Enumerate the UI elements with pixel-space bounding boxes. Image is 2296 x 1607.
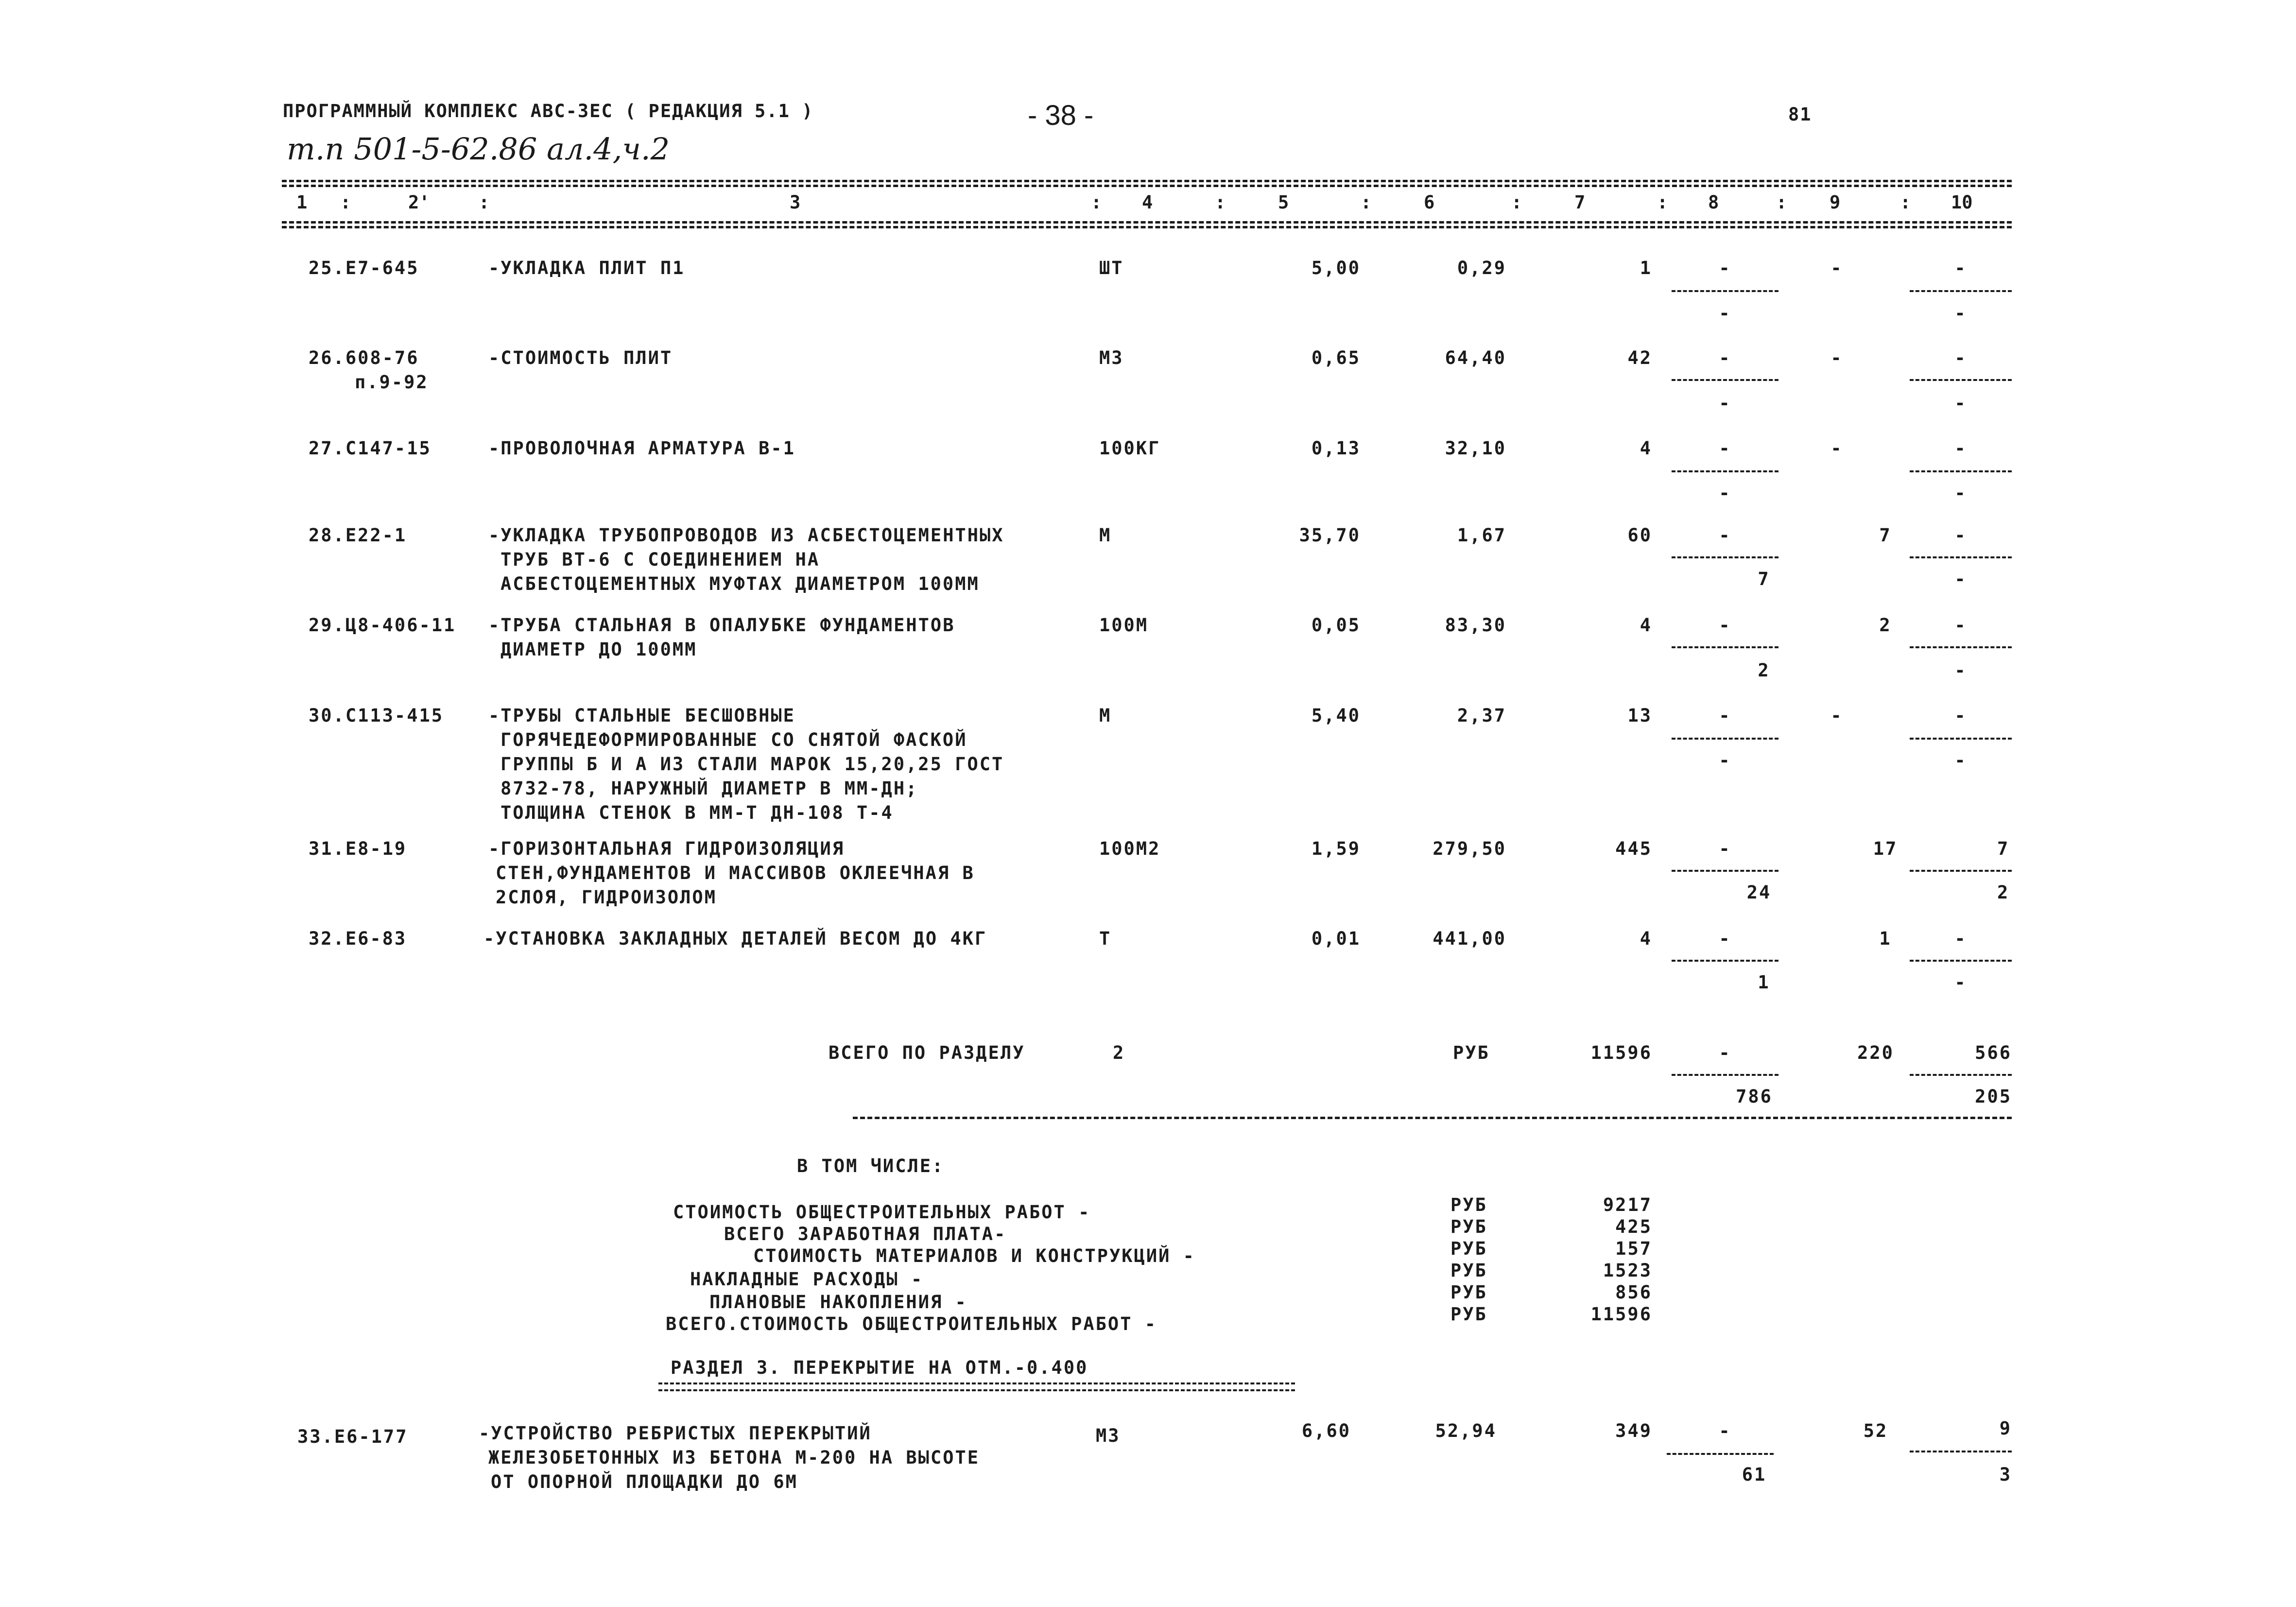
section-total-value: 11596 (1590, 1042, 1652, 1063)
col8-bottom: 786 (1736, 1086, 1773, 1107)
col10-fraction-line (1910, 738, 2012, 740)
program-title: ПРОГРАММНЫЙ КОМПЛЕКС АВС-3ЕС ( РЕДАКЦИЯ 5.1 ) (283, 101, 814, 121)
col8-bottom: - (1719, 303, 1731, 324)
row-description-line-2: СТЕН,ФУНДАМЕНТОВ И МАССИВОВ ОКЛЕЕЧНАЯ В (496, 863, 975, 883)
col10-fraction-line (1910, 290, 2012, 292)
row-unit: М3 (1099, 347, 1124, 368)
row-quantity: 5,00 (1311, 258, 1361, 278)
row-total: 4 (1640, 438, 1652, 459)
row-unit: 100М2 (1099, 838, 1161, 859)
col-1: 1 (296, 192, 308, 213)
col8-fraction-line (1672, 646, 1778, 648)
row-description-line-2: ТРУБ ВТ-6 С СОЕДИНЕНИЕМ НА (501, 549, 820, 570)
row-total: 1 (1640, 258, 1652, 278)
col8-bottom: 1 (1758, 972, 1770, 993)
row-number: 29.Ц8-406-11 (309, 615, 456, 636)
col10-top: 566 (1975, 1042, 2012, 1063)
col10-bottom: - (1954, 303, 1967, 324)
row-number: 33.Е6-177 (297, 1426, 408, 1447)
col8-top: - (1719, 928, 1731, 949)
col10-top: - (1954, 438, 1967, 459)
col-sep: : (1511, 192, 1522, 213)
col-4: 4 (1142, 192, 1153, 213)
col8-fraction-line (1667, 1453, 1774, 1455)
col10-bottom: - (1954, 750, 1967, 771)
row-total: 13 (1627, 705, 1652, 726)
col8-top: - (1719, 347, 1731, 368)
col8-fraction-line (1672, 1074, 1778, 1076)
col8-fraction-line (1672, 870, 1778, 872)
col8-bottom: 61 (1742, 1464, 1767, 1485)
col-5: 5 (1278, 192, 1289, 213)
row-quantity: 0,65 (1311, 347, 1361, 368)
col10-top: - (1954, 615, 1967, 636)
col-9: 9 (1830, 192, 1841, 213)
col8-fraction-line (1672, 738, 1778, 740)
row-description-line-5: ТОЛЩИНА СТЕНОК В ММ-Т ДН-108 Т-4 (501, 802, 894, 823)
col-sep: : (1776, 192, 1787, 213)
col9: 220 (1857, 1042, 1894, 1063)
col8-top: - (1719, 1042, 1731, 1063)
col10-bottom: - (1954, 483, 1967, 503)
including-value: 157 (1615, 1238, 1652, 1259)
col10-bottom: - (1954, 972, 1967, 993)
col8-fraction-line (1672, 556, 1778, 558)
row-description: -СТОИМОСТЬ ПЛИТ (488, 347, 673, 368)
row-description-line-3: ГРУППЫ Б И А ИЗ СТАЛИ МАРОК 15,20,25 ГОСТ (501, 754, 1004, 775)
col8-bottom: 2 (1758, 660, 1770, 681)
row-total: 4 (1640, 928, 1652, 949)
col10-bottom: - (1954, 569, 1967, 589)
col9: - (1830, 705, 1843, 726)
row-number: 31.Е8-19 (309, 838, 407, 859)
row-unit: ШТ (1099, 258, 1124, 278)
including-value: 11596 (1590, 1304, 1652, 1325)
col9: 17 (1873, 838, 1898, 859)
row-quantity: 0,13 (1311, 438, 1361, 459)
col10-top: - (1954, 258, 1967, 278)
row-quantity: 35,70 (1299, 525, 1361, 546)
row-unit: Т (1099, 928, 1112, 949)
col8-fraction-line (1672, 960, 1778, 962)
row-unit: М3 (1096, 1425, 1121, 1446)
row-total: 349 (1615, 1420, 1652, 1441)
handwritten-note: т.п 501-5-62.86 ал.4,ч.2 (287, 131, 670, 167)
row-unit: 100М (1099, 615, 1149, 636)
col-7: 7 (1574, 192, 1586, 213)
col10-bottom: 2 (1997, 882, 2010, 903)
row-price: 0,29 (1457, 258, 1506, 278)
col8-bottom: 7 (1758, 569, 1770, 589)
row-description-line-2: ГОРЯЧЕДЕФОРМИРОВАННЫЕ СО СНЯТОЙ ФАСКОЙ (501, 729, 967, 750)
section-total-rule (853, 1117, 2012, 1119)
col8-bottom: 24 (1746, 882, 1772, 903)
including-unit: РУБ (1450, 1282, 1487, 1303)
page-number: - 38 - (1028, 100, 1094, 131)
section-total-unit: РУБ (1453, 1042, 1490, 1063)
including-value: 425 (1615, 1216, 1652, 1237)
col-sep: : (479, 192, 490, 213)
col8-top: - (1719, 838, 1731, 859)
col8-bottom: - (1719, 750, 1731, 771)
including-value: 1523 (1603, 1260, 1652, 1281)
col-sep: : (1657, 192, 1668, 213)
including-unit: РУБ (1450, 1260, 1487, 1281)
col8-bottom: - (1719, 393, 1731, 414)
col10-fraction-line (1910, 870, 2012, 872)
col10-bottom: 3 (1999, 1464, 2012, 1485)
row-quantity: 0,05 (1311, 615, 1361, 636)
col10-fraction-line (1910, 556, 2012, 558)
col-8: 8 (1708, 192, 1719, 213)
header-top-rule-2 (282, 185, 2012, 187)
col8-top: - (1719, 438, 1731, 459)
row-total: 445 (1615, 838, 1652, 859)
col8-top: - (1719, 258, 1731, 278)
col10-top: 9 (1999, 1418, 2012, 1439)
row-price: 1,67 (1457, 525, 1506, 546)
col9: 7 (1879, 525, 1892, 546)
col-sep: : (1091, 192, 1102, 213)
row-unit: 100КГ (1099, 438, 1161, 459)
row-quantity: 0,01 (1311, 928, 1361, 949)
col10-top: - (1954, 928, 1967, 949)
row-total: 42 (1627, 347, 1652, 368)
including-label: ВСЕГО ЗАРАБОТНАЯ ПЛАТА- (724, 1224, 1007, 1244)
including-title: В ТОМ ЧИСЛЕ: (797, 1156, 945, 1176)
row-number: 30.С113-415 (309, 705, 444, 726)
col-10: 10 (1951, 192, 1973, 213)
row-description: -УКЛАДКА ПЛИТ П1 (488, 258, 685, 278)
row-price: 52,94 (1435, 1420, 1497, 1441)
header-bottom-rule (282, 221, 2012, 224)
col10-bottom: 205 (1975, 1086, 2012, 1107)
col10-top: 7 (1997, 838, 2010, 859)
including-label: ВСЕГО.СТОИМОСТЬ ОБЩЕСТРОИТЕЛЬНЫХ РАБОТ - (666, 1313, 1157, 1334)
row-price: 83,30 (1445, 615, 1506, 636)
col-sep: : (340, 192, 351, 213)
row-number: 25.Е7-645 (309, 258, 419, 278)
col10-top: - (1954, 705, 1967, 726)
section-number: 2 (1113, 1042, 1125, 1063)
row-price: 64,40 (1445, 347, 1506, 368)
col-sep: : (1215, 192, 1226, 213)
col8-fraction-line (1672, 470, 1778, 472)
row-price: 441,00 (1433, 928, 1506, 949)
row-description-line-1: -ГОРИЗОНТАЛЬНАЯ ГИДРОИЗОЛЯЦИЯ (488, 838, 845, 859)
row-price: 32,10 (1445, 438, 1506, 459)
row-description-line-4: 8732-78, НАРУЖНЫЙ ДИАМЕТР В ММ-ДН; (501, 778, 918, 799)
row-price: 2,37 (1457, 705, 1506, 726)
including-label: СТОИМОСТЬ ОБЩЕСТРОИТЕЛЬНЫХ РАБОТ - (673, 1202, 1091, 1223)
col8-top: - (1719, 525, 1731, 546)
col10-fraction-line (1910, 646, 2012, 648)
row-description: -ПРОВОЛОЧНАЯ АРМАТУРА В-1 (488, 438, 795, 459)
row-quantity: 5,40 (1311, 705, 1361, 726)
col8-bottom: - (1719, 483, 1731, 503)
col9: - (1830, 347, 1843, 368)
row-number-ref: п.9-92 (355, 372, 429, 393)
including-label: СТОИМОСТЬ МАТЕРИАЛОВ И КОНСТРУКЦИЙ - (753, 1245, 1195, 1266)
col9: 1 (1879, 928, 1892, 949)
row-description: -УСТАНОВКА ЗАКЛАДНЫХ ДЕТАЛЕЙ ВЕСОМ ДО 4КГ (483, 928, 987, 949)
col9: - (1830, 258, 1843, 278)
row-description-line-1: -УКЛАДКА ТРУБОПРОВОДОВ ИЗ АСБЕСТОЦЕМЕНТНЫХ (488, 525, 1004, 546)
including-value: 856 (1615, 1282, 1652, 1303)
row-description-line-2: ДИАМЕТР ДО 100ММ (501, 639, 697, 660)
col10-bottom: - (1954, 393, 1967, 414)
col10-top: - (1954, 347, 1967, 368)
col10-fraction-line (1910, 1451, 2012, 1452)
row-description-line-3: ОТ ОПОРНОЙ ПЛОЩАДКИ ДО 6М (491, 1471, 798, 1492)
col9: 2 (1879, 615, 1892, 636)
col8-top: - (1719, 615, 1731, 636)
col-2: 2' (408, 192, 430, 213)
row-price: 279,50 (1433, 838, 1506, 859)
col-3: 3 (790, 192, 801, 213)
row-description-line-3: АСБЕСТОЦЕМЕНТНЫХ МУФТАХ ДИАМЕТРОМ 100ММ (501, 573, 980, 594)
row-number: 26.608-76 (309, 347, 419, 368)
including-unit: РУБ (1450, 1238, 1487, 1259)
row-number: 32.Е6-83 (309, 928, 407, 949)
sheet-number: 81 (1788, 104, 1812, 125)
including-unit: РУБ (1450, 1304, 1487, 1325)
row-total: 4 (1640, 615, 1652, 636)
including-unit: РУБ (1450, 1194, 1487, 1215)
section-title-underline (658, 1382, 1295, 1391)
row-number: 27.С147-15 (309, 438, 432, 459)
col10-fraction-line (1910, 470, 2012, 472)
col9: - (1830, 438, 1843, 459)
col10-fraction-line (1910, 960, 2012, 962)
row-quantity: 6,60 (1301, 1420, 1351, 1441)
row-description-line-1: -ТРУБЫ СТАЛЬНЫЕ БЕСШОВНЫЕ (488, 705, 795, 726)
row-unit: М (1099, 525, 1112, 546)
header-top-rule (282, 180, 2012, 182)
including-label: ПЛАНОВЫЕ НАКОПЛЕНИЯ - (709, 1292, 967, 1313)
row-description-line-1: -ТРУБА СТАЛЬНАЯ В ОПАЛУБКЕ ФУНДАМЕНТОВ (488, 615, 955, 636)
row-number: 28.Е22-1 (309, 525, 407, 546)
including-unit: РУБ (1450, 1216, 1487, 1237)
col9: 52 (1863, 1420, 1888, 1441)
row-quantity: 1,59 (1311, 838, 1361, 859)
row-total: 60 (1627, 525, 1652, 546)
col10-fraction-line (1910, 1074, 2012, 1076)
col-sep: : (1361, 192, 1372, 213)
row-description-line-3: 2СЛОЯ, ГИДРОИЗОЛОМ (496, 887, 717, 908)
row-description-line-2: ЖЕЛЕЗОБЕТОННЫХ ИЗ БЕТОНА М-200 НА ВЫСОТЕ (488, 1447, 980, 1468)
including-label: НАКЛАДНЫЕ РАСХОДЫ - (690, 1269, 924, 1290)
row-description-line-1: -УСТРОЙСТВО РЕБРИСТЫХ ПЕРЕКРЫТИЙ (479, 1423, 872, 1444)
col8-top: - (1719, 1420, 1731, 1441)
col-6: 6 (1424, 192, 1435, 213)
col10-bottom: - (1954, 660, 1967, 681)
including-value: 9217 (1603, 1194, 1652, 1215)
col10-fraction-line (1910, 379, 2012, 381)
section-total-label: ВСЕГО ПО РАЗДЕЛУ (829, 1042, 1025, 1063)
next-section-title: РАЗДЕЛ 3. ПЕРЕКРЫТИЕ НА ОТМ.-0.400 (671, 1357, 1088, 1378)
col10-top: - (1954, 525, 1967, 546)
col8-fraction-line (1672, 379, 1778, 381)
col8-top: - (1719, 705, 1731, 726)
row-unit: М (1099, 705, 1112, 726)
col8-fraction-line (1672, 290, 1778, 292)
col-sep: : (1900, 192, 1911, 213)
header-bottom-rule-2 (282, 226, 2012, 228)
